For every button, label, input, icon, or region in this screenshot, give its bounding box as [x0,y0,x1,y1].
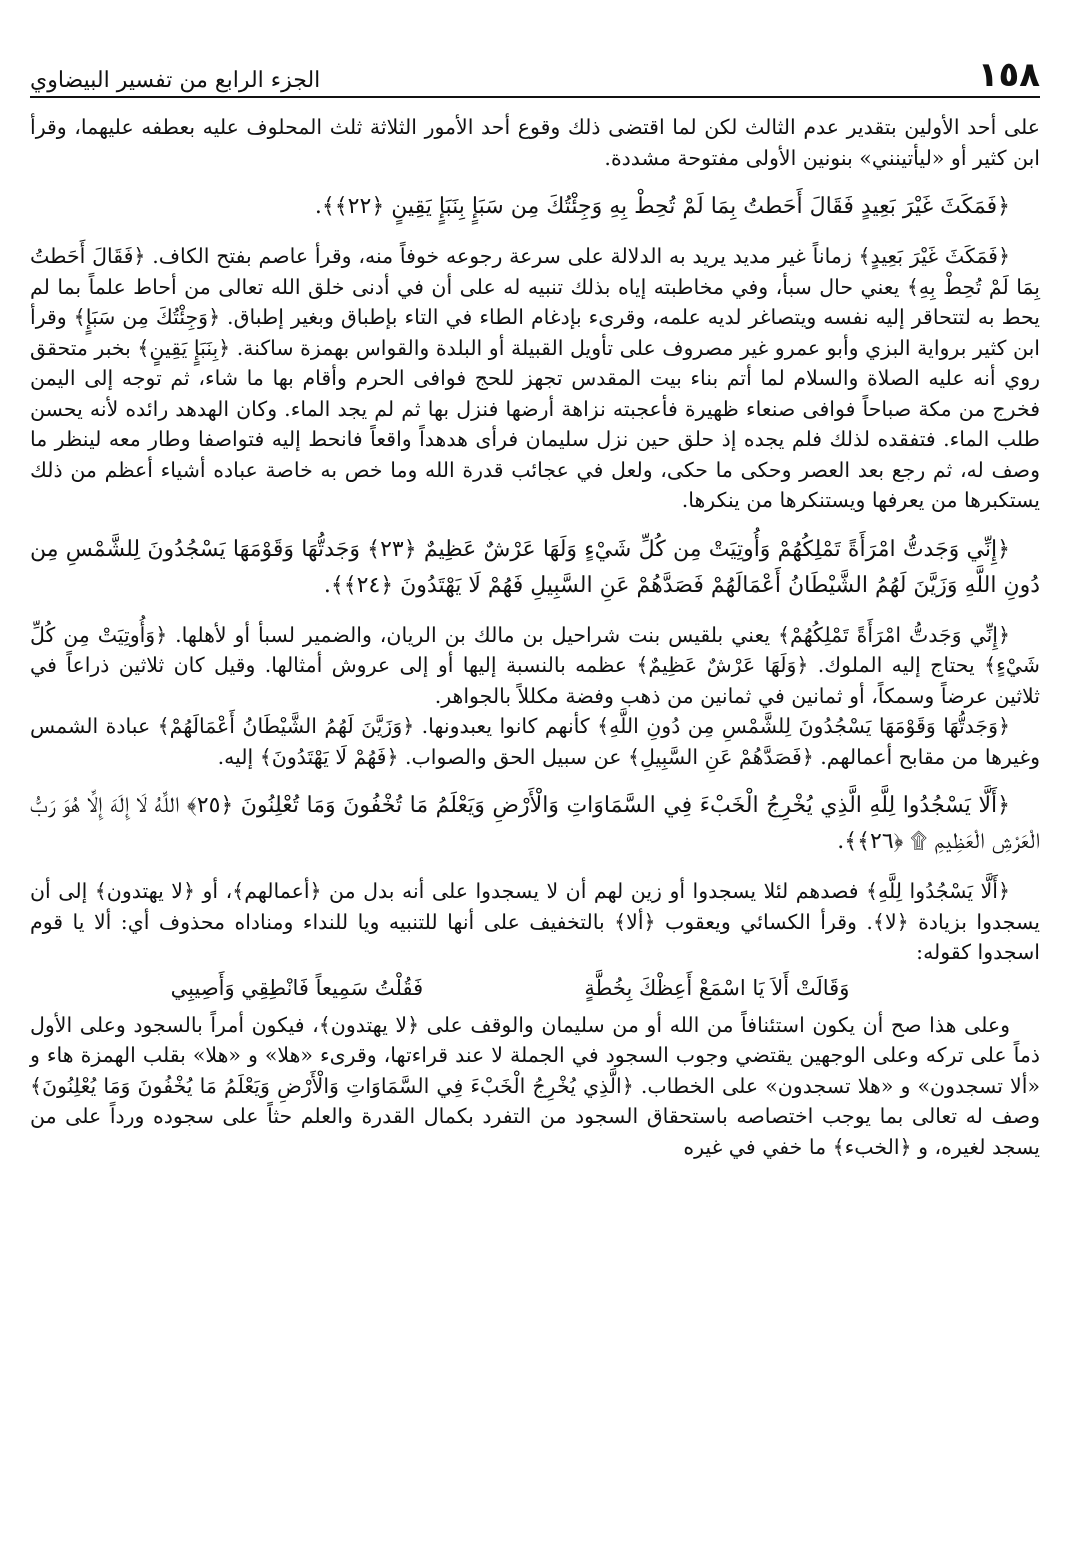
commentary-paragraph: ﴿وَجَدتُّهَا وَقَوْمَهَا يَسْجُدُونَ لِلشَّمْسِ مِن دُونِ اللَّهِ﴾ كأنهم كانوا يعبدونها. ﴿وَزَيَّنَ لَهُمُ الشَّيْطَانُ أَعْمَالَهُمْ﴾ عبادة الشمس وغيرها من مقابح أعمالهم. ﴿فَصَدَّهُمْ عَنِ السَّبِيلِ﴾ عن سبيل الحق والصواب. ﴿فَهُمْ لَا يَهْتَدُونَ﴾ إليه. [30,714,1040,769]
page-header [30,52,1040,98]
commentary-paragraph: ﴿أَلَّا يَسْجُدُوا لِلَّهِ﴾ فصدهم لئلا يسجدوا أو زين لهم أن لا يسجدوا على أنه بدل من ﴿أعمالهم﴾، أو ﴿لا يهتدون﴾ إلى أن يسجدوا بزيادة ﴿لا﴾. وقرأ الكسائي ويعقوب ﴿ألا﴾ بالتخفيف على أنها للتنبيه ويا للنداء ومناداه محذوف أي: ألا يا قوم اسجدوا كقوله: [30,879,1040,964]
poem-second-hemistich: فَقُلْتُ سَمِيعاً فَانْطِقِي وَأَصِيبِي [170,975,424,1000]
running-title: الجزء الرابع من تفسير البيضاوي [30,68,321,93]
quran-verse-block: ﴿فَمَكَثَ غَيْرَ بَعِيدٍ فَقَالَ أَحَطتُ بِمَا لَمْ تُحِطْ بِهِ وَجِئْتُكَ مِن سَبَإٍ بِنَبَإٍ يَقِينٍ ﴿٢٢﴾﴾. [314,194,1010,219]
poem-first-hemistich: وَقَالَتْ أَلاَ يَا اسْمَعْ أَعِظْكَ بِخُطَّةٍ [584,975,850,1000]
quran-verse-block: ﴿أَلَّا يَسْجُدُوا لِلَّهِ الَّذِي يُخْرِجُ الْخَبْءَ فِي السَّمَاوَاتِ وَالْأَرْضِ وَيَعْلَمُ مَا تُخْفُونَ وَمَا تُعْلِنُونَ ﴿٢٥﴾ اللَّهُ لَا إِلَهَ إِلَّا هُوَ رَبُّ الْعَرْشِ الْعَظِيمِ ۩ ﴿٢٦﴾﴾. [30,793,1040,854]
poetry-verse [30,972,1040,1004]
page [30,52,1040,1162]
page-body [30,112,1040,1162]
quran-verse-block: ﴿إِنِّي وَجَدتُّ امْرَأَةً تَمْلِكُهُمْ وَأُوتِيَتْ مِن كُلِّ شَيْءٍ وَلَهَا عَرْشٌ عَظِيمٌ ﴿٢٣﴾ وَجَدتُّهَا وَقَوْمَهَا يَسْجُدُونَ لِلشَّمْسِ مِن دُونِ اللَّهِ وَزَيَّنَ لَهُمُ الشَّيْطَانُ أَعْمَالَهُمْ فَصَدَّهُمْ عَنِ السَّبِيلِ فَهُمْ لَا يَهْتَدُونَ ﴿٢٤﴾﴾. [30,536,1040,598]
commentary-paragraph: ﴿إِنِّي وَجَدتُّ امْرَأَةً تَمْلِكُهُمْ﴾ يعني بلقيس بنت شراحيل بن مالك بن الريان، والضمير لسبأ أو لأهلها. ﴿وَأُوتِيَتْ مِن كُلِّ شَيْءٍ﴾ يحتاج إليه الملوك. ﴿وَلَهَا عَرْشٌ عَظِيمٌ﴾ عظمه بالنسبة إليها أو إلى عروش أمثالها. وقيل كان ثلاثين ذراعاً في ثلاثين عرضاً وسمكاً، أو ثمانين في ثمانين من ذهب وفضة مكللاً بالجواهر. [30,622,1040,708]
page-number: ١٥٨ [977,55,1040,95]
commentary-paragraph: وعلى هذا صح أن يكون استئنافاً من الله أو من سليمان والوقف على ﴿لا يهتدون﴾، فيكون أمراً بالسجود وعلى الأول ذماً على تركه وعلى الوجهين يقتضي وجوب السجود في الجملة لا عند قراءتها، وقرىء «هلا» و «هلا» بقلب الهمزة هاء و «ألا تسجدون» و «هلا تسجدون» على الخطاب. ﴿الَّذِي يُخْرِجُ الْخَبْءَ فِي السَّمَاوَاتِ وَالْأَرْضِ وَيَعْلَمُ مَا يُخْفُونَ وَمَا يُعْلِنُونَ﴾ وصف له تعالى بما يوجب اختصاصه باستحقاق السجود من التفرد بكمال القدرة والعلم حثاً على سجوده ورداً على من يسجد لغيره، و ﴿الخبء﴾ ما خفي في غيره [30,1012,1040,1159]
commentary-paragraph: ﴿فَمَكَثَ غَيْرَ بَعِيدٍ﴾ زماناً غير مديد يريد به الدلالة على سرعة رجوعه خوفاً منه، وقرأ عاصم بفتح الكاف. ﴿فَقَالَ أَحَطتُ بِمَا لَمْ تُحِطْ بِهِ﴾ يعني حال سبأ، وفي مخاطبته إياه بذلك تنبيه له على أن في أدنى خلق الله تعالى من أحاط علماً بما لم يحط به لتتحاقر إليه نفسه ويتصاغر لديه علمه، وقرىء بإدغام الطاء في التاء بإطباق وبغير إطباق. ﴿وَجِئْتُكَ مِن سَبَإٍ﴾ وقرأ ابن كثير برواية البزي وأبو عمرو غير مصروف على تأويل القبيلة أو البلدة والقواس بهمزة ساكنة. ﴿بِنَبَإٍ يَقِينٍ﴾ بخبر متحقق روي أنه عليه الصلاة والسلام لما أتم بناء بيت المقدس تجهز للحج فوافى الحرم وأقام بها ما شاء، ثم توجه إلى اليمن فخرج من مكة صباحاً فوافى صنعاء ظهيرة فأعجبته نزاهة أرضها فنزل بها ثم لم يجد الماء. وكان الهدهد رائده لأنه يحسن طلب الماء. فتفقده لذلك فلم يجده إذ حلق حين نزل سليمان فرأى هدهداً واقعاً فانحط إليه فتواصفا وطار معه لينظر ما وصف له، ثم رجع بعد العصر وحكى ما حكى، ولعل في عجائب قدرة الله وما خص به خاصة عباده أشياء أعظم من ذلك يستكبرها من يعرفها ويستنكرها من ينكرها. [30,244,1041,512]
commentary-paragraph: على أحد الأولين بتقدير عدم الثالث لكن لما اقتضى ذلك وقوع أحد الأمور الثلاثة ثلث المحلوف عليه بعطفه عليهما، وقرأ ابن كثير أو «ليأتينني» بنونين الأولى مفتوحة مشددة. [30,115,1040,170]
